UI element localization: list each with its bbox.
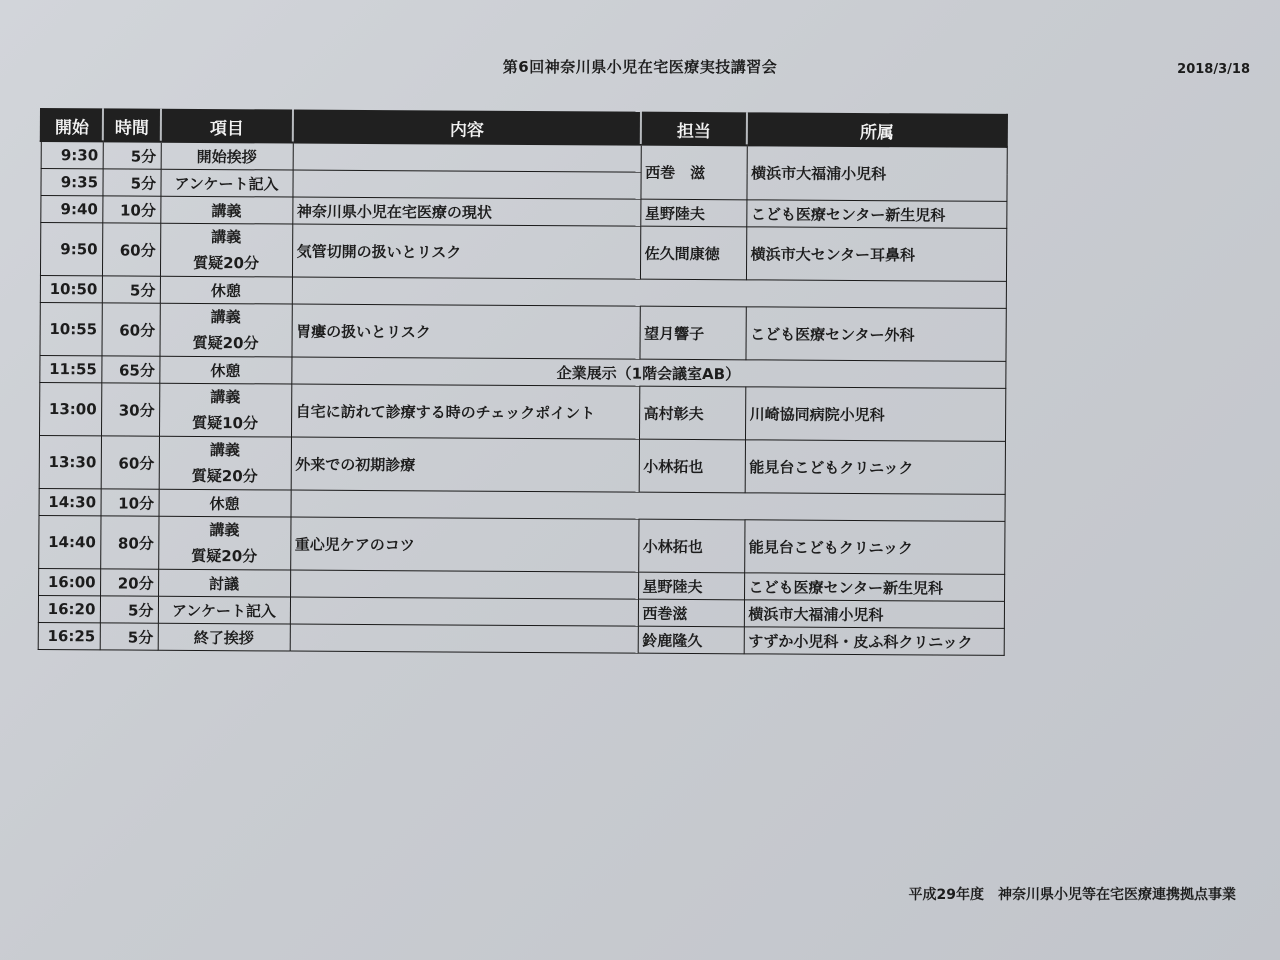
item: 開始挨拶 — [161, 142, 293, 170]
item-label: 講義 — [211, 228, 242, 247]
table-row — [40, 223, 1006, 282]
document-title: 第6回神奈川県小児在宅医療実技講習会 — [502, 58, 778, 76]
start-time: 16:20 — [38, 595, 100, 622]
content — [292, 277, 1006, 308]
duration: 60分 — [101, 303, 159, 356]
duration: 60分 — [102, 223, 160, 276]
item-qa-label: 質疑20分 — [191, 546, 258, 566]
column-header-content: 内容 — [293, 111, 641, 145]
item-qa-label: 質疑20分 — [193, 253, 260, 273]
affiliation: すずか小児科・皮ふ科クリニック — [744, 627, 1004, 656]
item-qa-label: 質疑20分 — [191, 466, 258, 486]
start-time: 10:55 — [39, 303, 101, 356]
item: アンケート記入 — [158, 596, 290, 624]
duration: 10分 — [101, 489, 159, 516]
item-label: 講義 — [210, 308, 241, 327]
duration: 5分 — [100, 596, 158, 623]
content: 胃瘻の扱いとリスク — [291, 304, 639, 359]
duration: 30分 — [101, 383, 159, 436]
start-time: 13:30 — [39, 436, 101, 489]
document-footer: 平成29年度 神奈川県小児等在宅医療連携拠点事業 — [908, 887, 1236, 903]
column-header-item: 項目 — [161, 110, 293, 143]
affiliation: 横浜市大センター耳鼻科 — [746, 227, 1006, 282]
affiliation: こども医療センター新生児科 — [746, 200, 1006, 229]
schedule-table — [37, 108, 1008, 656]
item: 講義 — [160, 196, 292, 224]
affiliation: 横浜市大福浦小児科 — [746, 145, 1006, 201]
affiliation: 能見台こどもクリニック — [744, 520, 1004, 575]
table-row — [39, 383, 1005, 442]
item-label: 講義 — [209, 441, 240, 460]
affiliation: 川崎協同病院小児科 — [745, 387, 1005, 442]
document-date: 2018/3/18 — [1177, 62, 1250, 77]
duration: 5分 — [102, 169, 160, 196]
start-time: 14:30 — [39, 488, 101, 515]
duration: 5分 — [103, 141, 161, 169]
content: 外来での初期診療 — [291, 437, 639, 492]
presenter: 小林拓也 — [638, 519, 744, 573]
item — [158, 516, 290, 570]
duration: 65分 — [101, 356, 159, 383]
duration: 20分 — [100, 569, 158, 596]
affiliation: 能見台こどもクリニック — [745, 440, 1005, 495]
content: 自宅に訪れて診療する時のチェックポイント — [291, 384, 639, 439]
item: アンケート記入 — [160, 169, 292, 197]
presenter: 鈴鹿隆久 — [638, 626, 744, 654]
item-label: 講義 — [209, 521, 240, 540]
item: 討議 — [158, 569, 290, 597]
item: 終了挨拶 — [158, 623, 290, 651]
start-time: 9:40 — [40, 196, 102, 223]
table-row — [38, 515, 1004, 574]
start-time: 16:00 — [38, 568, 100, 595]
item-label: 講義 — [210, 388, 241, 407]
item — [159, 303, 291, 357]
duration: 10分 — [102, 196, 160, 223]
column-header-affiliation: 所属 — [747, 113, 1007, 147]
duration: 60分 — [101, 436, 159, 489]
start-time: 13:00 — [39, 383, 101, 436]
presenter: 望月響子 — [639, 306, 745, 360]
duration: 5分 — [102, 276, 160, 303]
presenter: 西巻 滋 — [640, 145, 746, 200]
content: 企業展示（1階会議室AB） — [291, 357, 1005, 388]
item-qa-label: 質疑10分 — [192, 413, 259, 433]
content — [290, 570, 638, 599]
item — [159, 436, 291, 490]
affiliation: こども医療センター外科 — [745, 307, 1005, 362]
start-time: 9:50 — [40, 223, 102, 276]
start-time: 9:35 — [40, 169, 102, 196]
presenter: 佐久間康徳 — [640, 226, 746, 280]
table-row — [39, 303, 1005, 362]
column-header-presenter: 担当 — [641, 113, 747, 146]
column-header-start: 開始 — [41, 109, 103, 141]
content — [290, 597, 638, 626]
presenter: 高村彰夫 — [639, 386, 745, 440]
start-time: 10:50 — [40, 276, 102, 303]
presenter: 星野陸夫 — [640, 199, 746, 227]
start-time: 14:40 — [38, 515, 100, 568]
table-row — [38, 622, 1004, 655]
presenter: 小林拓也 — [639, 439, 745, 493]
affiliation: 横浜市大福浦小児科 — [744, 600, 1004, 629]
content: 重心児ケアのコツ — [290, 517, 638, 572]
content: 神奈川県小児在宅医療の現状 — [292, 197, 640, 226]
content — [292, 170, 640, 199]
table-row — [39, 436, 1005, 495]
presenter: 西巻滋 — [638, 599, 744, 627]
item: 休憩 — [159, 356, 291, 384]
item — [160, 223, 292, 277]
duration: 80分 — [100, 516, 158, 569]
content — [291, 490, 1005, 521]
content: 気管切開の扱いとリスク — [292, 224, 640, 279]
item-qa-label: 質疑20分 — [192, 333, 259, 353]
affiliation: こども医療センター新生児科 — [744, 573, 1004, 602]
item: 休憩 — [160, 276, 292, 304]
content — [290, 624, 638, 653]
start-time: 9:30 — [41, 141, 103, 169]
item — [159, 383, 291, 437]
start-time: 11:55 — [39, 356, 101, 383]
column-header-duration: 時間 — [103, 109, 161, 141]
presenter: 星野陸夫 — [638, 572, 744, 600]
start-time: 16:25 — [38, 622, 100, 649]
content — [293, 143, 641, 173]
item: 休憩 — [159, 489, 291, 517]
duration: 5分 — [100, 623, 158, 650]
